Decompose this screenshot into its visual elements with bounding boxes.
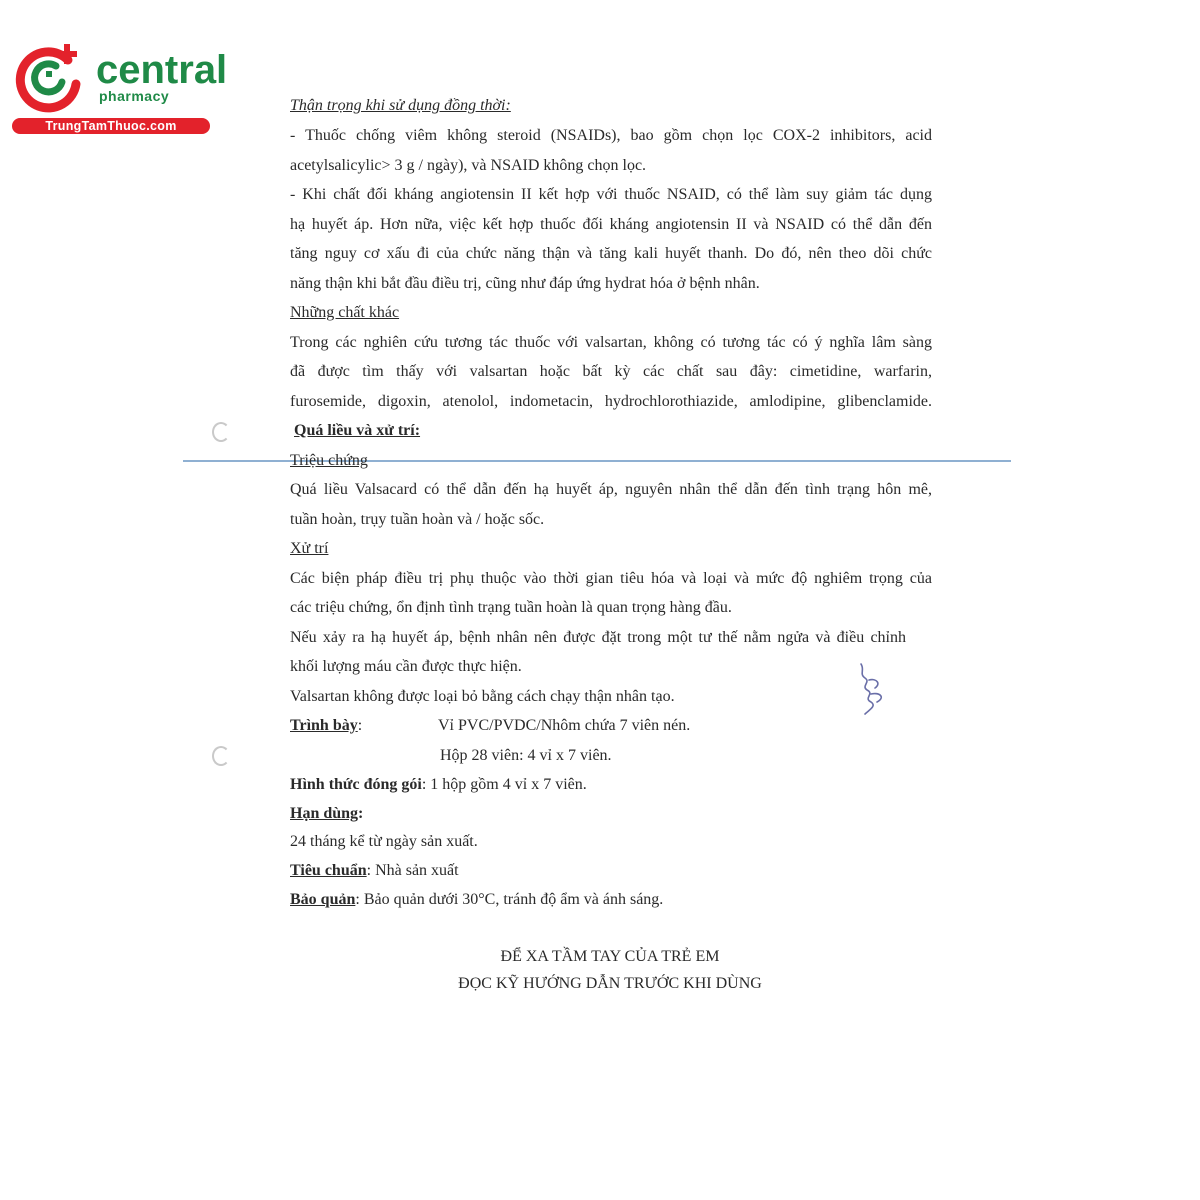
caution-line: - Thuốc chống viêm không steroid (NSAIDs), bao gồm chọn lọc COX-2 inhibitors, acid bbox=[290, 127, 932, 144]
other-line: furosemide, digoxin, atenolol, indometacin, hydrochlorothiazide, amlodipine, glibenclamide. bbox=[290, 393, 932, 410]
symptoms-line: Quá liều Valsacard có thể dẫn đến hạ huyết áp, nguyên nhân thể dẫn đến tình trạng hôn mê, bbox=[290, 481, 932, 498]
footer-warning: ĐỂ XA TẦM TAY CỦA TRẺ EM bbox=[500, 948, 720, 965]
other-line: Trong các nghiên cứu tương tác thuốc với valsartan, không có tương tác có ý nghĩa lâm sàng bbox=[290, 334, 932, 351]
footer-warning: ĐỌC KỸ HƯỚNG DẪN TRƯỚC KHI DÙNG bbox=[458, 975, 762, 992]
caution-heading: Thận trọng khi sử dụng đồng thời: bbox=[290, 97, 511, 114]
overdose-heading: Quá liều và xử trí: bbox=[294, 422, 421, 439]
treatment-line: Các biện pháp điều trị phụ thuộc vào thời gian tiêu hóa và loại và mức độ nghiêm trọng của bbox=[290, 570, 932, 587]
presentation-label: Trình bày: bbox=[290, 717, 363, 734]
treatment-line: Nếu xảy ra hạ huyết áp, bệnh nhân nên được đặt trong một tư thế nằm ngửa và điều chỉnh bbox=[290, 629, 906, 646]
symptoms-line: tuần hoàn, trụy tuần hoàn và / hoặc sốc. bbox=[290, 511, 545, 528]
presentation-line: Hộp 28 viên: 4 vỉ x 7 viên. bbox=[440, 747, 612, 764]
presentation-line: Vỉ PVC/PVDC/Nhôm chứa 7 viên nén. bbox=[438, 717, 691, 734]
treatment-heading: Xử trí bbox=[290, 540, 329, 557]
brand-subtitle: pharmacy bbox=[99, 88, 170, 104]
treatment-line: các triệu chứng, ổn định tình trạng tuần hoàn là quan trọng hàng đầu. bbox=[290, 599, 732, 616]
treatment-line: Valsartan không được loại bỏ bằng cách chạy thận nhân tạo. bbox=[290, 688, 675, 705]
caution-line: tăng nguy cơ xấu đi của chức năng thận và tăng kali huyết thanh. Do đó, nên theo dõi chức bbox=[290, 245, 932, 262]
caution-line: năng thận khi bắt đầu điều trị, cũng như đáp ứng hydrat hóa ở bệnh nhân. bbox=[290, 275, 760, 292]
standard-line: Tiêu chuẩn: Nhà sản xuất bbox=[290, 862, 459, 879]
expiry-value: 24 tháng kể từ ngày sản xuất. bbox=[290, 833, 478, 850]
caution-line: hạ huyết áp. Hơn nữa, việc kết hợp thuốc đối kháng angiotensin II và NSAID có thể dẫn đến bbox=[290, 216, 932, 233]
packaging-line: Hình thức đóng gói: 1 hộp gồm 4 vỉ x 7 viên. bbox=[290, 776, 587, 793]
expiry-label: Hạn dùng: bbox=[290, 805, 364, 822]
caution-line: acetylsalicylic> 3 g / ngày), và NSAID không chọn lọc. bbox=[290, 157, 647, 174]
caution-line: - Khi chất đối kháng angiotensin II kết hợp với thuốc NSAID, có thể làm suy giảm tác dụng bbox=[290, 186, 932, 203]
brand-name: central bbox=[96, 48, 228, 92]
brand-website: TrungTamThuoc.com bbox=[12, 118, 210, 134]
storage-line: Bảo quản: Bảo quản dưới 30°C, tránh độ ẩm và ánh sáng. bbox=[290, 891, 664, 908]
treatment-line: khối lượng máu cần được thực hiện. bbox=[290, 658, 522, 675]
other-line: đã được tìm thấy với valsartan hoặc bất kỳ các chất sau đây: cimetidine, warfarin, bbox=[290, 363, 932, 380]
symptoms-heading: Triệu chứng bbox=[290, 452, 368, 469]
other-substances-heading: Những chất khác bbox=[290, 304, 400, 321]
